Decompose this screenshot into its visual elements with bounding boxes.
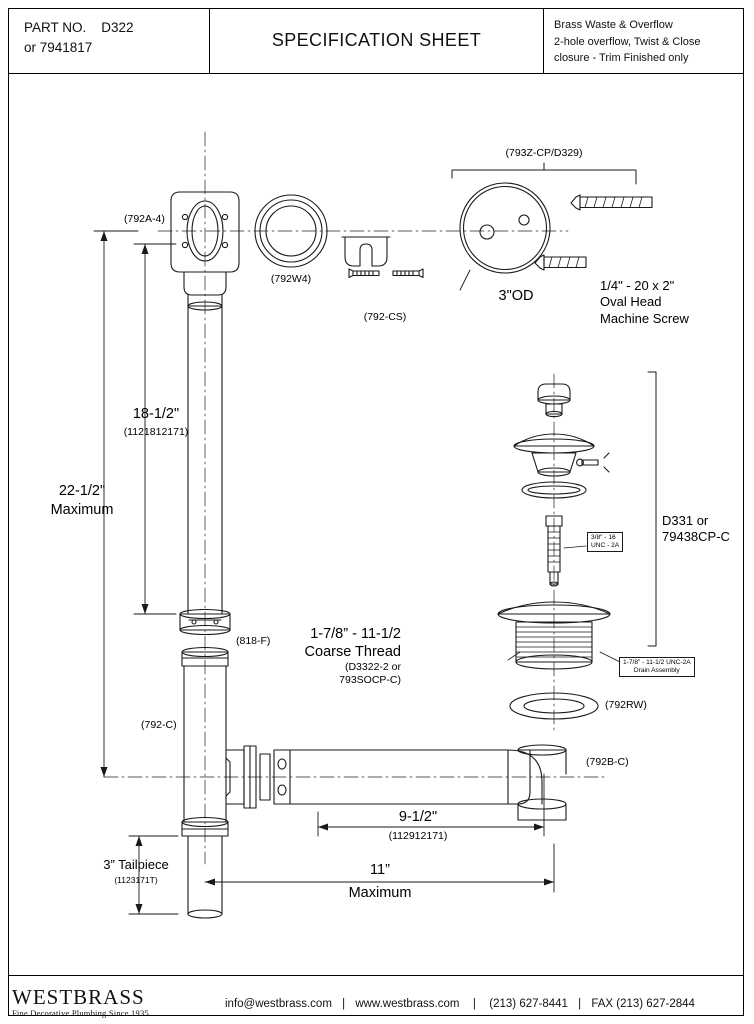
- drain-tag-line2: Drain Assembly: [633, 667, 680, 675]
- label-elbow-792bc: (792B-C): [586, 756, 629, 768]
- screw-size: 1/4" - 20 x 2": [600, 278, 675, 293]
- title-block: [8, 8, 744, 74]
- label-gasket-792w4: (792W4): [270, 273, 312, 285]
- screw-name-line2: Machine Screw: [600, 310, 689, 326]
- technical-drawing: [8, 74, 744, 975]
- dim-9-5: 9-1/2": [398, 809, 438, 825]
- dim-18-5-code: (1121812171): [123, 426, 189, 438]
- coarse-thread-name: Coarse Thread: [304, 644, 401, 661]
- label-tailpiece-code: (1123171T): [114, 875, 158, 885]
- contact-fax: FAX (213) 627-2844: [591, 998, 695, 1010]
- description-line-1: Brass Waste & Overflow: [554, 19, 673, 31]
- part-number-cell: [8, 8, 210, 73]
- label-drain-assembly-tag: [619, 657, 695, 677]
- product-description: [544, 8, 744, 73]
- label-drain-assembly-name: [662, 513, 730, 546]
- separator-3: |: [578, 998, 582, 1010]
- dim-22-5-max: Maximum: [50, 502, 114, 518]
- label-screw-spec: [600, 278, 689, 327]
- label-overflow-plate: (793Z-CP/D329): [505, 147, 583, 159]
- coarse-thread-code2: 793SOCP-C): [339, 674, 401, 687]
- contact-website[interactable]: www.westbrass.com: [355, 998, 460, 1010]
- label-tee-792c: (792-C): [141, 719, 177, 731]
- label-faceplate: (792A-4): [124, 213, 165, 225]
- thread-3-8-line1: 3/8" - 16: [591, 534, 616, 541]
- dim-18-5: 18-1/2": [132, 406, 180, 422]
- coarse-thread-code1: (D3322-2 or: [344, 661, 401, 674]
- contact-info: [225, 998, 695, 1010]
- label-clip-792cs: (792-CS): [363, 311, 407, 323]
- description-line-3: closure - Trim Finished only: [554, 52, 689, 64]
- coarse-thread-size: 1-7/8” - 11-1/2: [310, 626, 401, 642]
- part-number-alt: or 7941817: [24, 39, 93, 55]
- contact-email[interactable]: info@westbrass.com: [225, 998, 332, 1010]
- drawing-area: [8, 74, 744, 975]
- contact-phone: (213) 627-8441: [489, 998, 568, 1010]
- label-thread-3-8: [587, 532, 623, 552]
- footer-divider: [8, 975, 744, 976]
- part-number: D322: [101, 20, 134, 35]
- drain-name-line1: D331 or: [662, 513, 709, 528]
- brand-name: WESTBRASS: [12, 985, 145, 1009]
- dim-11: 11”: [370, 862, 390, 878]
- label-tailpiece: 3” Tailpiece: [103, 857, 169, 872]
- drain-name-line2: 79438CP-C: [662, 529, 730, 545]
- label-coarse-thread: [305, 625, 401, 688]
- company-logo: [12, 985, 202, 1018]
- brand-tagline: Fine Decorative Plumbing Since 1935: [12, 1008, 149, 1018]
- dim-9-5-code: (112912171): [388, 830, 448, 842]
- separator-1: |: [342, 998, 346, 1010]
- description-line-2: 2-hole overflow, Twist & Close: [554, 35, 701, 48]
- separator-2: |: [469, 998, 480, 1010]
- screw-name-line1: Oval Head: [600, 294, 662, 310]
- thread-3-8-line2: UNC - 2A: [591, 542, 620, 550]
- dim-22-5: 22-1/2": [58, 483, 106, 499]
- part-label: PART NO.: [24, 20, 87, 35]
- label-3od: 3"OD: [498, 288, 534, 304]
- dim-11-max: Maximum: [348, 885, 412, 901]
- label-gasket-792rw: (792RW): [605, 699, 647, 711]
- label-washer-818f: (818-F): [236, 635, 271, 647]
- sheet-title: SPECIFICATION SHEET: [210, 8, 544, 73]
- drain-tag-line1: 1-7/8” - 11-1/2 UNC-2A: [623, 659, 691, 666]
